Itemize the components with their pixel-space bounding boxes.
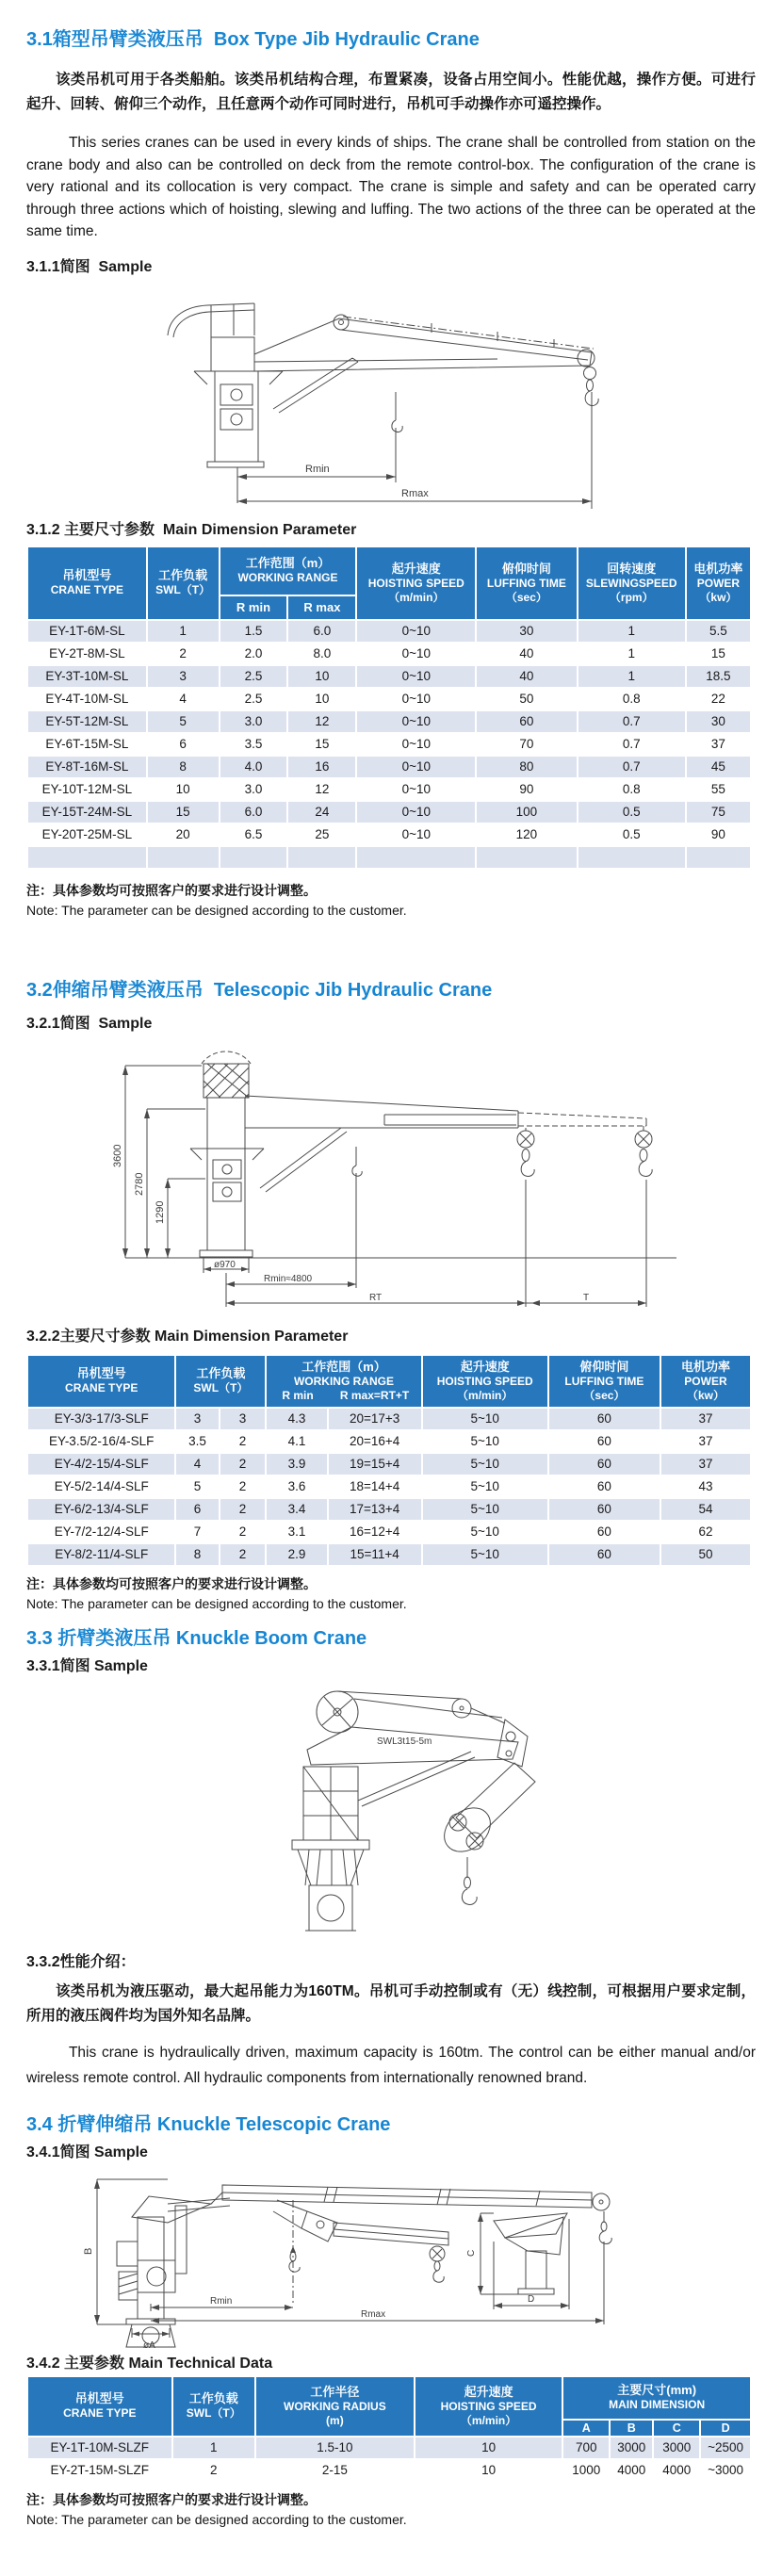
table-cell: EY-8T-16M-SL [27, 756, 147, 778]
table-cell: 0~10 [356, 665, 476, 688]
table-row [27, 688, 751, 710]
note-cn: 注：具体参数均可按照客户的要求进行设计调整。 [26, 1575, 317, 1591]
table-cell: 0.7 [578, 756, 686, 778]
table-note [26, 881, 756, 921]
table-body [27, 2437, 751, 2482]
table-cell: 120 [476, 823, 578, 846]
table-cell: 50 [476, 688, 578, 710]
table-cell: EY-1T-10M-SLZF [27, 2437, 172, 2459]
table-cell: 37 [660, 1430, 751, 1453]
table-cell: 10 [287, 688, 356, 710]
dim-label-rt: RT [369, 1292, 383, 1303]
table-cell: 25 [287, 823, 356, 846]
dim-label-b: B [83, 2247, 94, 2255]
table-cell: 4 [175, 1453, 219, 1475]
table-cell: 15=11+4 [328, 1543, 422, 1566]
figure-knuckle-boom-crane [26, 1676, 756, 1949]
table-row [27, 2437, 751, 2459]
table-cell: 2.0 [220, 643, 288, 665]
col-header-rmin: R min [282, 1388, 314, 1402]
table-cell [220, 846, 288, 869]
table-cell: 0~10 [356, 688, 476, 710]
table-cell [686, 846, 751, 869]
table-cell: 60 [548, 1453, 660, 1475]
dim-label-rmin4800: Rmin≈4800 [264, 1273, 313, 1284]
col-header-luffing-time: 俯仰时间 LUFFING TIME （sec） [548, 1355, 660, 1408]
table-cell: 2.5 [220, 665, 288, 688]
section-331-heading: 3.3.1简图 Sample [26, 1657, 148, 1674]
table-cell: 60 [476, 710, 578, 733]
col-header-slewing-speed: 回转速度 SLEWINGSPEED （rpm） [578, 546, 686, 620]
section-34-heading: 3.4 折臂伸缩吊 Knuckle Telescopic Crane [26, 2113, 391, 2135]
table-cell: 2 [220, 1475, 267, 1498]
table-cell: 6.0 [287, 620, 356, 643]
section-31-heading: 3.1箱型吊臂类液压吊 Box Type Jib Hydraulic Crane [26, 29, 480, 50]
note-en: Note: The parameter can be designed according to the customer. [26, 1595, 407, 1611]
table-cell [356, 846, 476, 869]
table-cell: 60 [548, 1430, 660, 1453]
table-cell: 55 [686, 778, 751, 801]
table-cell: 24 [287, 801, 356, 823]
table-cell: 5 [175, 1475, 219, 1498]
table-cell: 18=14+4 [328, 1475, 422, 1498]
note-cn: 注：具体参数均可按照客户的要求进行设计调整。 [26, 882, 317, 898]
table-cell: 3.4 [266, 1498, 327, 1521]
technical-data-table-knuckle-telescopic [26, 2375, 752, 2483]
table-row [27, 778, 751, 801]
table-cell: 40 [476, 665, 578, 688]
table-cell: 7 [175, 1521, 219, 1543]
table-cell: 3 [175, 1408, 219, 1430]
table-cell: EY-2T-8M-SL [27, 643, 147, 665]
table-cell: 3.5 [175, 1430, 219, 1453]
table-cell: 2 [220, 1453, 267, 1475]
table-cell: 0.7 [578, 733, 686, 756]
boom-swl-label: SWL3t15-5m [377, 1736, 432, 1747]
table-cell: EY-1T-6M-SL [27, 620, 147, 643]
table-cell: 20 [147, 823, 220, 846]
table-cell: 1.5-10 [255, 2437, 415, 2459]
col-header-swl: 工作负载 SWL（T） [175, 1355, 266, 1408]
section-33-paragraph-en: This crane is hydraulically driven, maximum capacity is 160tm. The control can be either manual and/or wireless remote control. All hydraulic components from internationally renowned brand. [26, 2044, 756, 2086]
table-cell: 3 [147, 665, 220, 688]
table-cell: 3000 [653, 2437, 700, 2459]
table-cell: 5.5 [686, 620, 751, 643]
table-row [27, 756, 751, 778]
col-header-luffing-time: 俯仰时间 LUFFING TIME （sec） [476, 546, 578, 620]
table-cell: 62 [660, 1521, 751, 1543]
table-cell: 2 [172, 2459, 255, 2482]
table-cell: 0~10 [356, 643, 476, 665]
table-cell: 50 [660, 1543, 751, 1566]
col-header-rmax: R max [287, 595, 356, 620]
col-header-power: 电机功率 POWER （kw） [660, 1355, 751, 1408]
table-row [27, 1475, 751, 1498]
table-cell: 4.3 [266, 1408, 327, 1430]
table-row [27, 801, 751, 823]
table-cell: 37 [686, 733, 751, 756]
table-row [27, 710, 751, 733]
figure-knuckle-telescopic-crane [26, 2162, 756, 2351]
table-cell: 100 [476, 801, 578, 823]
table-cell: EY-20T-25M-SL [27, 823, 147, 846]
figure-box-jib-crane [26, 279, 756, 510]
table-row [27, 733, 751, 756]
table-cell: 40 [476, 643, 578, 665]
table-note [26, 1574, 756, 1614]
col-header-main-dimension: 主要尺寸(mm) MAIN DIMENSION [562, 2376, 751, 2420]
table-cell: 75 [686, 801, 751, 823]
table-cell: 3.5 [220, 733, 288, 756]
table-cell: 2 [220, 1521, 267, 1543]
table-cell: 1.5 [220, 620, 288, 643]
table-cell [578, 846, 686, 869]
table-row [27, 1498, 751, 1521]
table-row [27, 2459, 751, 2482]
table-cell: 8.0 [287, 643, 356, 665]
section-31-paragraph-cn: 该类吊机可用于各类船舶。该类吊机结构合理，布置紧凑，设备占用空间小。性能优越，操作方便。可进行起升、回转、俯仰三个动作，且任意两个动作可同时进行，吊机可手动操作亦可遥控操作。 [26, 72, 756, 112]
table-cell: 0.7 [578, 710, 686, 733]
working-range-sub-labels [267, 1389, 420, 1403]
table-cell: 10 [287, 665, 356, 688]
section-322-heading: 3.2.2主要尺寸参数 Main Dimension Parameter [26, 1328, 349, 1345]
table-cell: 22 [686, 688, 751, 710]
table-cell: 0~10 [356, 756, 476, 778]
section-33-heading: 3.3 折臂类液压吊 Knuckle Boom Crane [26, 1627, 367, 1649]
table-row [27, 1543, 751, 1566]
table-cell: 3000 [610, 2437, 653, 2459]
table-cell: 6.0 [220, 801, 288, 823]
section-33-paragraph-cn: 该类吊机为液压驱动，最大起吊能力为160TM。吊机可手动控制或有（无）线控制，可根据用户要求定制，所用的液压阀件均为国外知名品牌。 [26, 1982, 756, 2024]
table-cell: 37 [660, 1408, 751, 1430]
table-cell: 2.5 [220, 688, 288, 710]
col-header-swl: 工作负载 SWL（T） [147, 546, 220, 620]
table-cell: 15 [147, 801, 220, 823]
table-cell: 2 [220, 1430, 267, 1453]
dim-label-rmax: Rmax [401, 487, 429, 499]
table-cell: 16=12+4 [328, 1521, 422, 1543]
table-cell: 8 [175, 1543, 219, 1566]
section-342-heading: 3.4.2 主要参数 Main Technical Data [26, 2355, 273, 2372]
col-header-crane-type: 吊机型号 CRANE TYPE [27, 546, 147, 620]
col-header-dim-b: B [610, 2420, 653, 2437]
figure-telescopic-crane [26, 1035, 756, 1316]
col-header-working-radius: 工作半径 WORKING RADIUS (m) [255, 2376, 415, 2437]
table-body [27, 620, 751, 869]
table-cell: 0.8 [578, 778, 686, 801]
col-header-working-range: 工作范围（m） WORKING RANGE [220, 546, 357, 595]
table-cell: EY-4T-10M-SL [27, 688, 147, 710]
table-cell: 5~10 [422, 1475, 548, 1498]
col-header-rmax: R max=RT+T [339, 1388, 410, 1402]
table-cell: 37 [660, 1453, 751, 1475]
table-cell: 6.5 [220, 823, 288, 846]
table-cell [287, 846, 356, 869]
table-cell: EY-2T-15M-SLZF [27, 2459, 172, 2482]
section-321-heading: 3.2.1简图 Sample [26, 1015, 153, 1032]
dimension-table-telescopic [26, 1354, 752, 1567]
table-row [27, 643, 751, 665]
table-cell: 15 [287, 733, 356, 756]
note-en: Note: The parameter can be designed according to the customer. [26, 902, 407, 918]
table-cell: 0~10 [356, 620, 476, 643]
table-cell: 5~10 [422, 1430, 548, 1453]
table-cell: 60 [548, 1498, 660, 1521]
dim-label-dia970: ø970 [214, 1259, 236, 1270]
table-cell: 54 [660, 1498, 751, 1521]
table-cell: ~2500 [700, 2437, 751, 2459]
table-cell: 30 [686, 710, 751, 733]
table-cell: 5~10 [422, 1543, 548, 1566]
knuckle-telescopic-crane-drawing [26, 2162, 752, 2351]
dim-label-rmin: Rmin [210, 2295, 233, 2307]
table-cell: EY-10T-12M-SL [27, 778, 147, 801]
table-cell: 5~10 [422, 1521, 548, 1543]
table-cell: EY-3.5/2-16/4-SLF [27, 1430, 175, 1453]
table-cell: 5~10 [422, 1408, 548, 1430]
table-cell: EY-15T-24M-SL [27, 801, 147, 823]
dim-label-1290: 1290 [155, 1200, 166, 1224]
table-cell: 43 [660, 1475, 751, 1498]
table-cell: 1000 [562, 2459, 610, 2482]
table-cell: 90 [686, 823, 751, 846]
table-cell: 16 [287, 756, 356, 778]
table-cell: 4.1 [266, 1430, 327, 1453]
section-332-heading: 3.3.2性能介绍： [26, 1953, 136, 1970]
table-cell: 60 [548, 1543, 660, 1566]
table-cell: 12 [287, 778, 356, 801]
section-32-heading: 3.2伸缩吊臂类液压吊 Telescopic Jib Hydraulic Crane [26, 979, 493, 1001]
table-cell: 1 [147, 620, 220, 643]
table-row [27, 1430, 751, 1453]
table-cell: EY-7/2-12/4-SLF [27, 1521, 175, 1543]
table-cell: 30 [476, 620, 578, 643]
table-cell: 1 [578, 620, 686, 643]
dim-label-3600: 3600 [112, 1144, 123, 1167]
col-header-hoisting-speed: 起升速度 HOISTING SPEED （m/min） [356, 546, 476, 620]
dim-label-rmin: Rmin [305, 463, 330, 475]
table-cell: 10 [147, 778, 220, 801]
col-header-rmin: R min [220, 595, 288, 620]
col-header-crane-type: 吊机型号 CRANE TYPE [27, 2376, 172, 2437]
table-cell: 20=16+4 [328, 1430, 422, 1453]
col-header-dim-a: A [562, 2420, 610, 2437]
table-cell: 6 [147, 733, 220, 756]
dim-label-c: C [466, 2249, 477, 2257]
table-row [27, 846, 751, 869]
table-cell: 0.8 [578, 688, 686, 710]
table-row [27, 665, 751, 688]
table-cell: EY-6T-15M-SL [27, 733, 147, 756]
table-cell: 5~10 [422, 1453, 548, 1475]
table-cell: 4000 [653, 2459, 700, 2482]
table-cell: ~3000 [700, 2459, 751, 2482]
table-cell: 2.9 [266, 1543, 327, 1566]
table-cell: 18.5 [686, 665, 751, 688]
table-cell: 3.0 [220, 778, 288, 801]
col-header-hoisting-speed: 起升速度 HOISTING SPEED （m/min） [415, 2376, 562, 2437]
table-cell: EY-5T-12M-SL [27, 710, 147, 733]
table-row [27, 823, 751, 846]
table-cell: 3.6 [266, 1475, 327, 1498]
table-cell: 80 [476, 756, 578, 778]
table-cell: 3 [220, 1408, 267, 1430]
dim-label-rmax: Rmax [361, 2308, 386, 2320]
table-row [27, 1408, 751, 1430]
col-header-swl: 工作负载 SWL（T） [172, 2376, 255, 2437]
table-cell: EY-3T-10M-SL [27, 665, 147, 688]
table-cell: 0~10 [356, 710, 476, 733]
table-note [26, 2490, 756, 2530]
table-cell: EY-4/2-15/4-SLF [27, 1453, 175, 1475]
table-cell: 10 [415, 2459, 562, 2482]
table-row [27, 1521, 751, 1543]
table-cell: 2-15 [255, 2459, 415, 2482]
table-cell: 6 [175, 1498, 219, 1521]
table-cell: 0~10 [356, 801, 476, 823]
table-cell: 1 [578, 643, 686, 665]
table-cell: EY-6/2-13/4-SLF [27, 1498, 175, 1521]
table-cell: EY-3/3-17/3-SLF [27, 1408, 175, 1430]
table-cell: 60 [548, 1408, 660, 1430]
dim-label-d: D [528, 2293, 535, 2305]
box-jib-crane-drawing [26, 279, 752, 510]
table-cell: 70 [476, 733, 578, 756]
col-header-power: 电机功率 POWER （kw） [686, 546, 751, 620]
table-cell [27, 846, 147, 869]
table-cell: 0~10 [356, 778, 476, 801]
table-row [27, 620, 751, 643]
table-cell [147, 846, 220, 869]
table-cell: 1 [172, 2437, 255, 2459]
table-row [27, 1453, 751, 1475]
knuckle-boom-crane-drawing [26, 1676, 752, 1949]
table-cell: 10 [415, 2437, 562, 2459]
table-cell: 3.0 [220, 710, 288, 733]
dim-label-2780: 2780 [134, 1172, 145, 1196]
table-cell: 1 [578, 665, 686, 688]
table-cell: 2 [147, 643, 220, 665]
table-cell [476, 846, 578, 869]
dim-label-t: T [583, 1292, 590, 1303]
table-cell: 60 [548, 1521, 660, 1543]
col-header-dim-c: C [653, 2420, 700, 2437]
table-cell: 8 [147, 756, 220, 778]
table-cell: 0.5 [578, 801, 686, 823]
col-header-crane-type: 吊机型号 CRANE TYPE [27, 1355, 175, 1408]
col-header-dim-d: D [700, 2420, 751, 2437]
section-31-paragraph-en: This series cranes can be used in every kinds of ships. The crane shall be controlled from station on the crane body and also can be controlled on deck from the remote control-box. The configuration of the crane is very rational and its collocation is very compact. The crane is simple and safety and can be operated carry through three actions which of hoisting, slewing and luffing. The two actions of the three can be operated at the same time. [26, 135, 756, 239]
table-cell: 5~10 [422, 1498, 548, 1521]
note-cn: 注：具体参数均可按照客户的要求进行设计调整。 [26, 2491, 317, 2507]
table-cell: EY-5/2-14/4-SLF [27, 1475, 175, 1498]
dim-label-dia-a: øA [143, 2340, 155, 2351]
table-cell: 3.1 [266, 1521, 327, 1543]
dimension-table-box-jib [26, 546, 752, 870]
table-cell: 4.0 [220, 756, 288, 778]
table-cell: 0~10 [356, 733, 476, 756]
telescopic-crane-drawing [26, 1035, 752, 1316]
section-341-heading: 3.4.1简图 Sample [26, 2144, 148, 2160]
table-cell: 20=17+3 [328, 1408, 422, 1430]
col-header-hoisting-speed: 起升速度 HOISTING SPEED （m/min） [422, 1355, 548, 1408]
section-311-heading: 3.1.1简图 Sample [26, 258, 153, 275]
table-cell: 90 [476, 778, 578, 801]
table-cell: 15 [686, 643, 751, 665]
table-cell: 2 [220, 1543, 267, 1566]
table-cell: 2 [220, 1498, 267, 1521]
table-cell: EY-8/2-11/4-SLF [27, 1543, 175, 1566]
table-cell: 3.9 [266, 1453, 327, 1475]
table-cell: 12 [287, 710, 356, 733]
note-en: Note: The parameter can be designed according to the customer. [26, 2511, 407, 2527]
table-cell: 5 [147, 710, 220, 733]
col-header-working-range: 工作范围（m） WORKING RANGE R min R max=RT+T [266, 1355, 421, 1408]
table-body [27, 1408, 751, 1566]
table-cell: 4 [147, 688, 220, 710]
table-cell: 60 [548, 1475, 660, 1498]
table-cell: 0~10 [356, 823, 476, 846]
table-cell: 45 [686, 756, 751, 778]
table-cell: 4000 [610, 2459, 653, 2482]
table-cell: 700 [562, 2437, 610, 2459]
section-312-heading: 3.1.2 主要尺寸参数 Main Dimension Parameter [26, 521, 357, 538]
table-cell: 17=13+4 [328, 1498, 422, 1521]
table-cell: 19=15+4 [328, 1453, 422, 1475]
table-cell: 0.5 [578, 823, 686, 846]
